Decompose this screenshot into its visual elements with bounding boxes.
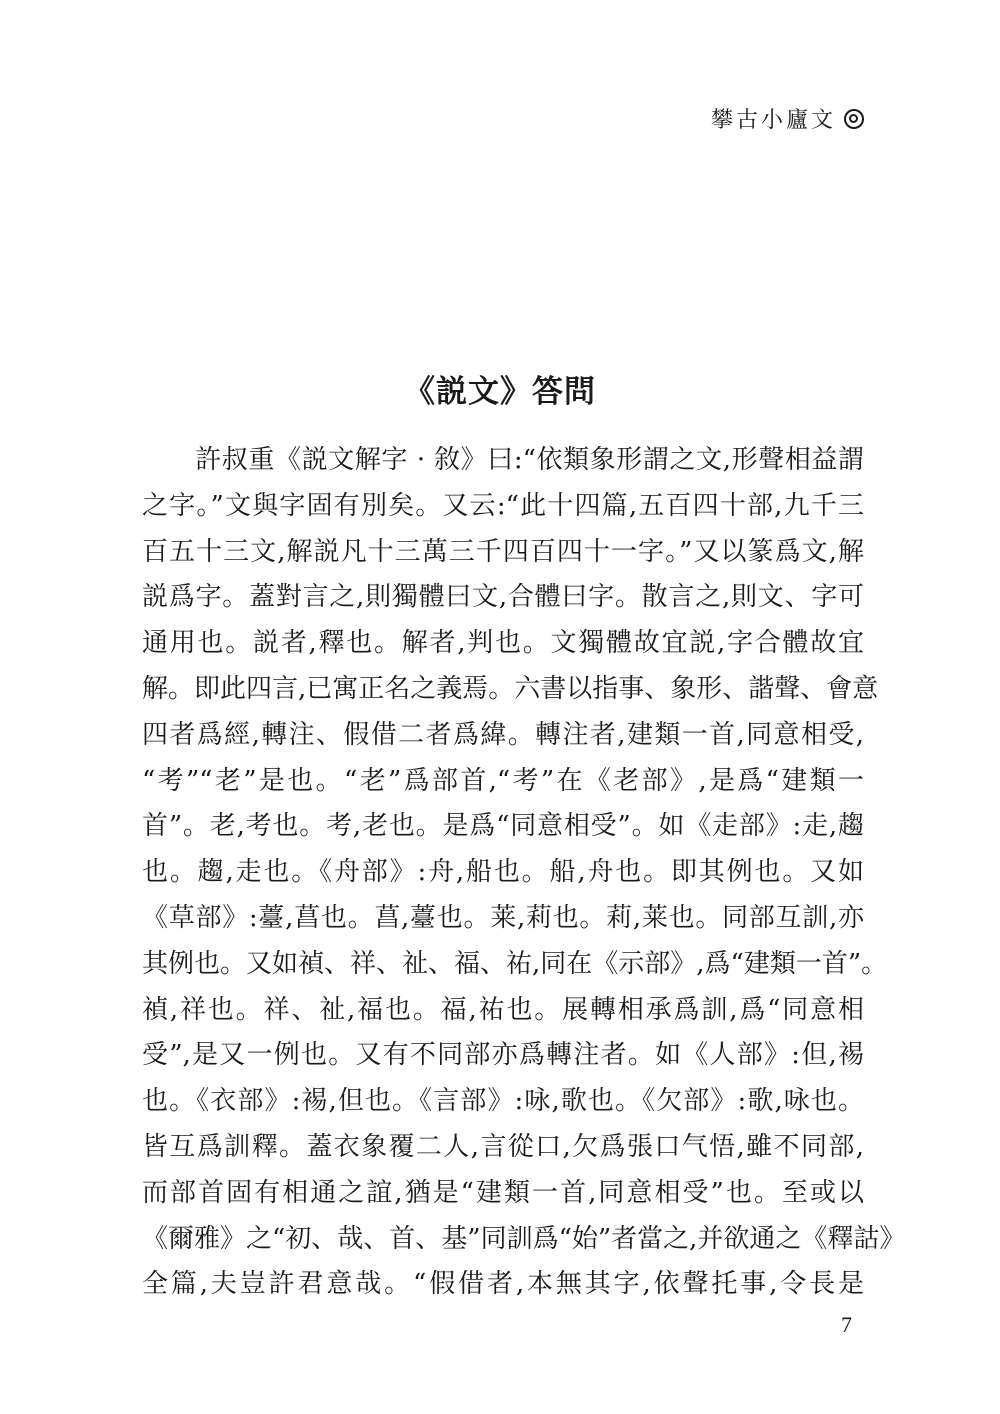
text-line: 全篇,夫豈許君意哉。“假借者,本無其字,依聲托事,令長是 — [142, 1269, 864, 1300]
text-line: 受”,是又一例也。又有不同部亦爲轉注者。如《人部》:但,裼 — [142, 1040, 864, 1071]
text-line: 禎,祥也。祥、祉,福也。福,祐也。展轉相承爲訓,爲“同意相 — [142, 994, 864, 1025]
text-line: 也。趨,走也。《舟部》:舟,船也。船,舟也。即其例也。又如 — [142, 857, 864, 888]
text-line: 《爾雅》之“初、哉、首、基”同訓爲“始”者當之,并欲通之《釋詁》 — [142, 1223, 906, 1254]
text-line: 百五十三文,解説凡十三萬三千四百四十一字。”又以篆爲文,解 — [142, 536, 864, 567]
text-line: 四者爲經,轉注、假借二者爲緯。轉注者,建類一首,同意相受, — [142, 719, 864, 750]
text-line: 通用也。説者,釋也。解者,判也。文獨體故宜説,字合體故宜 — [142, 628, 864, 659]
text-line: 説爲字。蓋對言之,則獨體曰文,合體曰字。散言之,則文、字可 — [142, 582, 864, 613]
text-line: “考”“老”是也。“老”爲部首,“考”在《老部》,是爲“建類一 — [142, 765, 864, 796]
chapter-title: 《説文》答問 — [404, 374, 596, 410]
body-text — [142, 438, 906, 1308]
text-line: 首”。老,考也。考,老也。是爲“同意相受”。如《走部》:走,趨 — [142, 811, 864, 842]
running-head-title: 攀古小廬文 — [710, 108, 836, 133]
text-line: 其例也。又如禎、祥、祉、福、祐,同在《示部》,爲“建類一首”。 — [142, 948, 888, 979]
text-line: 之字。”文與字固有別矣。又云:“此十四篇,五百四十部,九千三 — [142, 490, 864, 521]
text-line: 也。《衣部》:裼,但也。《言部》:咏,歌也。《欠部》:歌,咏也。 — [142, 1086, 864, 1117]
double-circle-icon — [844, 109, 864, 129]
text-line: 許叔重《説文解字 · 敘》曰:“依類象形謂之文,形聲相益謂 — [142, 445, 864, 475]
text-line: 解。即此四言,已寓正名之義焉。六書以指事、象形、諧聲、會意 — [142, 673, 879, 704]
text-line: 皆互爲訓釋。蓋衣象覆二人,言從口,欠爲張口气悟,雖不同部, — [142, 1131, 864, 1162]
page-number: 7 — [841, 1312, 852, 1337]
text-line: 《草部》:薹,菖也。菖,薹也。莱,莉也。莉,莱也。同部互訓,亦 — [142, 902, 864, 933]
text-line: 而部首固有相通之誼,猶是“建類一首,同意相受”也。至或以 — [142, 1177, 864, 1208]
running-head — [711, 103, 864, 134]
